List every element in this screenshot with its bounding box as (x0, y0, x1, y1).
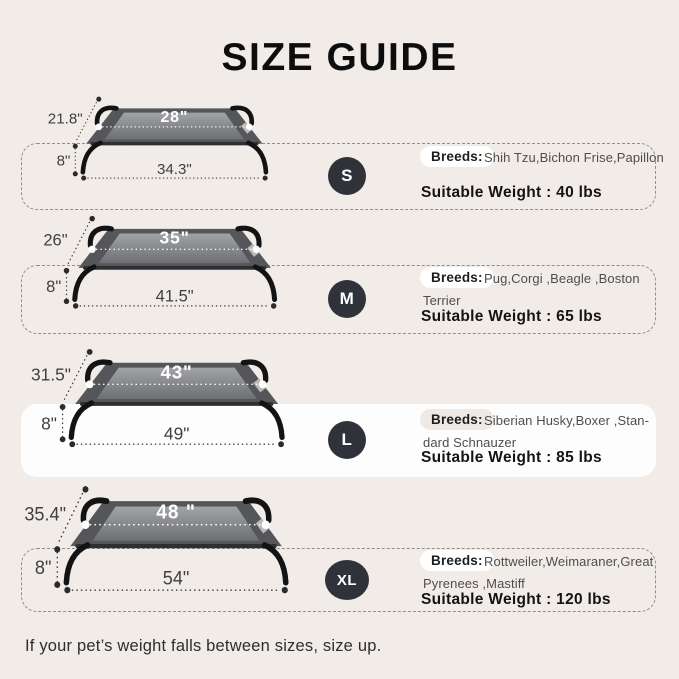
top-width-dim-label: 43" (160, 361, 193, 383)
diagonal-dim-label: 21.8" (47, 110, 83, 128)
dim-dot (73, 144, 78, 149)
breeds-list-l-line2: dard Schnauzer (423, 435, 517, 450)
size-badge-m: M (328, 280, 366, 318)
dim-dot (54, 582, 60, 588)
dim-dot (64, 299, 70, 305)
dim-dot (96, 97, 101, 102)
dim-dot (271, 303, 277, 309)
dim-dot-white (246, 124, 253, 131)
right-leg (255, 267, 274, 300)
breeds-list-s: Shih Tzu,Bichon Frise,Papillon (484, 150, 664, 165)
diagonal-dim-label: 35.4" (24, 502, 67, 525)
left-leg (83, 143, 101, 172)
right-leg (262, 403, 282, 437)
dim-dot (64, 268, 70, 274)
dim-dot (263, 176, 268, 181)
dim-dot (69, 441, 75, 447)
breeds-label: Breeds: (420, 550, 494, 571)
top-width-dim-label: 35" (159, 227, 190, 248)
dim-dot (82, 486, 88, 492)
breeds-list-l-line1: Siberian Husky,Boxer ,Stan- (484, 413, 650, 428)
length-dim-label: 49" (163, 423, 190, 444)
dim-dot (60, 436, 66, 442)
dim-dot (73, 171, 78, 176)
dim-dot-white (253, 246, 260, 253)
length-dim-label: 41.5" (155, 286, 194, 306)
left-leg (71, 403, 91, 437)
dim-dot (282, 587, 288, 593)
dim-dot-white (262, 520, 270, 529)
dim-dot-white (89, 246, 96, 253)
dim-dot-white (95, 124, 102, 131)
dim-dot-white (86, 380, 94, 388)
dim-dot (64, 587, 70, 593)
height-dim-label: 8" (46, 276, 62, 297)
dim-dot (60, 404, 66, 410)
breeds-list-xl-line1: Rottweiler,Weimaraner,Great (484, 554, 654, 569)
dim-dot (89, 216, 94, 222)
left-leg (75, 267, 94, 300)
dim-dot (73, 303, 79, 309)
right-leg (248, 143, 266, 172)
diagonal-dim-label: 31.5" (31, 364, 71, 385)
height-dim-label: 8" (34, 556, 52, 579)
height-dim-label: 8" (41, 413, 57, 434)
bed-illustration-m (28, 214, 303, 318)
breeds-list-m-line1: Pug,Corgi ,Beagle ,Boston (484, 271, 640, 286)
dim-dot-white (81, 520, 89, 529)
dim-dot (54, 546, 60, 552)
breeds-label: Breeds: (420, 267, 494, 288)
dim-dot (278, 441, 284, 447)
right-leg (265, 545, 286, 583)
top-width-dim-label: 28" (160, 108, 189, 126)
suitable-weight-l: Suitable Weight : 85 lbs (421, 449, 602, 466)
left-leg (66, 545, 87, 583)
suitable-weight-m: Suitable Weight : 65 lbs (421, 308, 602, 325)
suitable-weight-xl: Suitable Weight : 120 lbs (421, 591, 611, 608)
bed-illustration-l (22, 347, 312, 457)
bed-illustration-s (40, 95, 292, 189)
length-dim-label: 54" (162, 567, 190, 589)
bed-illustration-xl (15, 484, 317, 604)
size-badge-xl: XL (325, 560, 369, 600)
breeds-label: Breeds: (420, 146, 494, 167)
size-badge-s: S (328, 157, 366, 195)
sizing-note: If your pet’s weight falls between sizes, size up. (25, 637, 382, 655)
height-dim-label: 8" (56, 152, 71, 170)
suitable-weight-s: Suitable Weight : 40 lbs (421, 184, 602, 201)
breeds-list-xl-line2: Pyrenees ,Mastiff (423, 576, 525, 591)
size-badge-l: L (328, 421, 366, 459)
breeds-label: Breeds: (420, 409, 494, 430)
dim-dot (81, 176, 86, 181)
page-title: SIZE GUIDE (221, 36, 458, 79)
top-width-dim-label: 48 " (156, 500, 196, 524)
diagonal-dim-label: 26" (43, 230, 68, 250)
length-dim-label: 34.3" (157, 160, 192, 178)
dim-dot-white (259, 380, 267, 388)
dim-dot (87, 349, 93, 355)
breeds-list-m-line2: Terrier (423, 293, 461, 308)
